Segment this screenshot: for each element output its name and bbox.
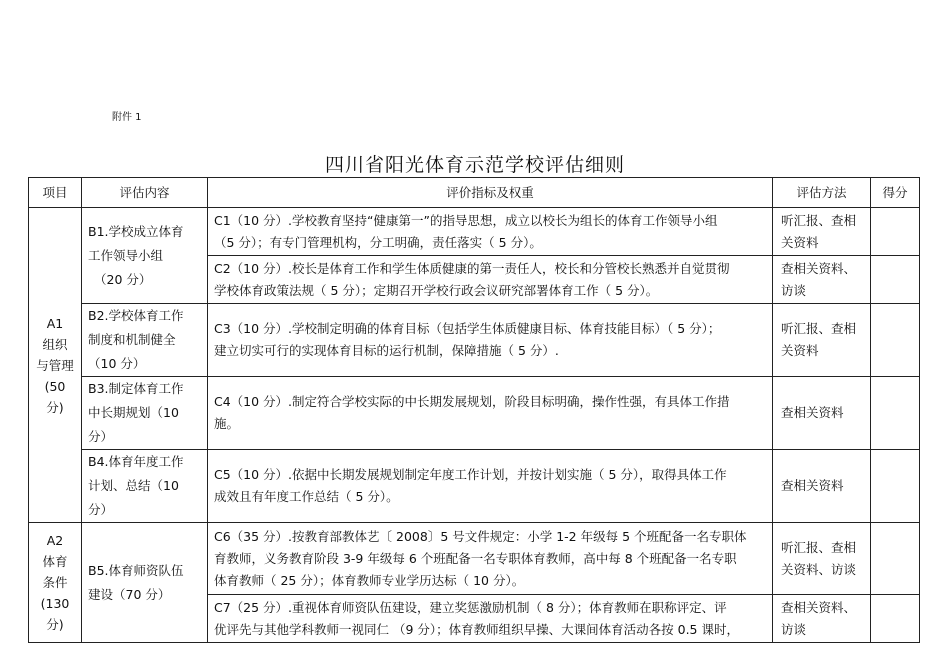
indicator-cell-c4 xyxy=(208,377,773,450)
score-cell xyxy=(871,523,920,595)
project-name: 条件 xyxy=(42,575,68,590)
table-row xyxy=(29,450,920,523)
method-line: 查相关资料 xyxy=(781,405,844,420)
evaluation-table xyxy=(28,177,920,643)
content-line: B2.学校体育工作 xyxy=(88,308,184,323)
table-header-row xyxy=(29,178,920,208)
method-line: 访谈 xyxy=(781,282,807,298)
method-cell xyxy=(773,256,871,304)
content-cell-b1 xyxy=(82,208,208,304)
content-line: 建设（70 分） xyxy=(88,586,171,602)
content-cell-b5 xyxy=(82,523,208,643)
method-cell xyxy=(773,208,871,256)
project-cell-a1 xyxy=(29,208,82,523)
method-line: 查相关资料 xyxy=(781,478,844,493)
method-line: 听汇报、查相 xyxy=(781,321,857,336)
indicator-line: 建立切实可行的实现体育目标的运行机制，保障措施（ 5 分）. xyxy=(214,343,559,358)
content-line: B3.制定体育工作 xyxy=(88,381,184,396)
table-row xyxy=(29,523,920,595)
header-method: 评估方法 xyxy=(773,178,871,208)
indicator-line: C1（10 分）.学校教育坚持“健康第一”的指导思想，成立以校长为组长的体育工作领导小组 xyxy=(214,212,718,228)
project-name: 组织 xyxy=(42,336,68,352)
method-line: 听汇报、查相 xyxy=(781,212,857,228)
table-row xyxy=(29,304,920,377)
content-line: 中长期规划（10 分） xyxy=(88,405,179,444)
method-line: 听汇报、查相 xyxy=(781,539,857,555)
project-points: (50 分) xyxy=(44,378,66,415)
content-line: 计划、总结（10 分） xyxy=(88,478,179,517)
content-line: 制度和机制健全 xyxy=(88,332,176,347)
method-cell xyxy=(773,523,871,595)
project-name: 与管理 xyxy=(36,357,74,373)
content-line: B5.体育师资队伍 xyxy=(88,562,184,578)
header-indicator: 评价指标及权重 xyxy=(208,178,773,208)
indicator-cell-c6 xyxy=(208,523,773,595)
method-line: 关资料、访谈 xyxy=(781,561,857,577)
content-line: （20 分） xyxy=(94,271,152,287)
score-cell xyxy=(871,304,920,377)
indicator-line: 学校体育政策法规（ 5 分）；定期召开学校行政会议研究部署体育工作（ 5 分）。 xyxy=(214,282,659,298)
method-line: 关资料 xyxy=(781,234,819,250)
table-row xyxy=(29,377,920,450)
indicator-cell-c5 xyxy=(208,450,773,523)
indicator-line: C7（25 分）.重视体育师资队伍建设，建立奖惩激励机制（ 8 分）；体育教师在职称评定、评 xyxy=(214,599,727,615)
content-cell-b4 xyxy=(82,450,208,523)
method-cell xyxy=(773,304,871,377)
content-line: B1.学校成立体育 xyxy=(88,223,184,239)
indicator-line: C3（10 分）.学校制定明确的体育目标（包括学生体质健康目标、体育技能目标）（ 5 分）； xyxy=(214,321,721,336)
attachment-label: 附件 1 xyxy=(112,112,142,123)
indicator-line: 施。 xyxy=(214,416,240,431)
content-line: B4.体育年度工作 xyxy=(88,454,184,469)
document-title: 四川省阳光体育示范学校评估细则 xyxy=(324,154,625,176)
project-points: (130 分) xyxy=(40,596,70,632)
indicator-line: 成效且有年度工作总结（ 5 分）。 xyxy=(214,489,399,504)
method-line: 访谈 xyxy=(781,621,807,637)
table-row xyxy=(29,208,920,256)
content-line: （10 分） xyxy=(88,356,146,371)
indicator-line: C2（10 分）.校长是体育工作和学生体质健康的第一责任人，校长和分管校长熟悉并自觉贯彻 xyxy=(214,260,730,276)
indicator-line: C6（35 分）.按教育部教体艺〔 2008〕5 号文件规定：小学 1-2 年级每 5 个班配备一名专职体 xyxy=(214,528,747,544)
indicator-line: C4（10 分）.制定符合学校实际的中长期发展规划，阶段目标明确，操作性强，有具体工作措 xyxy=(214,394,730,409)
method-line: 查相关资料、 xyxy=(781,599,857,615)
project-code: A2 xyxy=(46,533,64,548)
indicator-line: 体育教师（ 25 分）；体育教师专业学历达标（ 10 分）。 xyxy=(214,572,525,588)
content-line: 工作领导小组 xyxy=(88,247,164,263)
project-code: A1 xyxy=(46,315,64,331)
indicator-line: （5 分）；有专门管理机构，分工明确，责任落实（ 5 分）。 xyxy=(214,234,542,250)
header-content: 评估内容 xyxy=(82,178,208,208)
indicator-cell-c7 xyxy=(208,595,773,643)
indicator-cell-c3 xyxy=(208,304,773,377)
project-cell-a2 xyxy=(29,523,82,643)
content-cell-b3 xyxy=(82,377,208,450)
method-line: 关资料 xyxy=(781,343,819,358)
indicator-cell-c2 xyxy=(208,256,773,304)
method-cell xyxy=(773,450,871,523)
score-cell xyxy=(871,377,920,450)
score-cell xyxy=(871,256,920,304)
indicator-line: C5（10 分）.依据中长期发展规划制定年度工作计划，并按计划实施（ 5 分），取得具体工作 xyxy=(214,467,727,482)
method-cell xyxy=(773,595,871,643)
indicator-line: 育教师，义务教育阶段 3-9 年级每 6 个班配备一名专职体育教师，高中每 8 个班配备一名专职 xyxy=(214,550,737,566)
score-cell xyxy=(871,208,920,256)
method-cell xyxy=(773,377,871,450)
header-project: 项目 xyxy=(29,178,82,208)
header-score: 得分 xyxy=(871,178,920,208)
indicator-cell-c1 xyxy=(208,208,773,256)
score-cell xyxy=(871,595,920,643)
content-cell-b2 xyxy=(82,304,208,377)
indicator-line: 优评先与其他学科教师一视同仁 （9 分）；体育教师组织早操、大课间体育活动各按 0.5 课时， xyxy=(214,621,739,637)
project-name: 体育 xyxy=(42,554,68,569)
method-line: 查相关资料、 xyxy=(781,260,857,276)
score-cell xyxy=(871,450,920,523)
